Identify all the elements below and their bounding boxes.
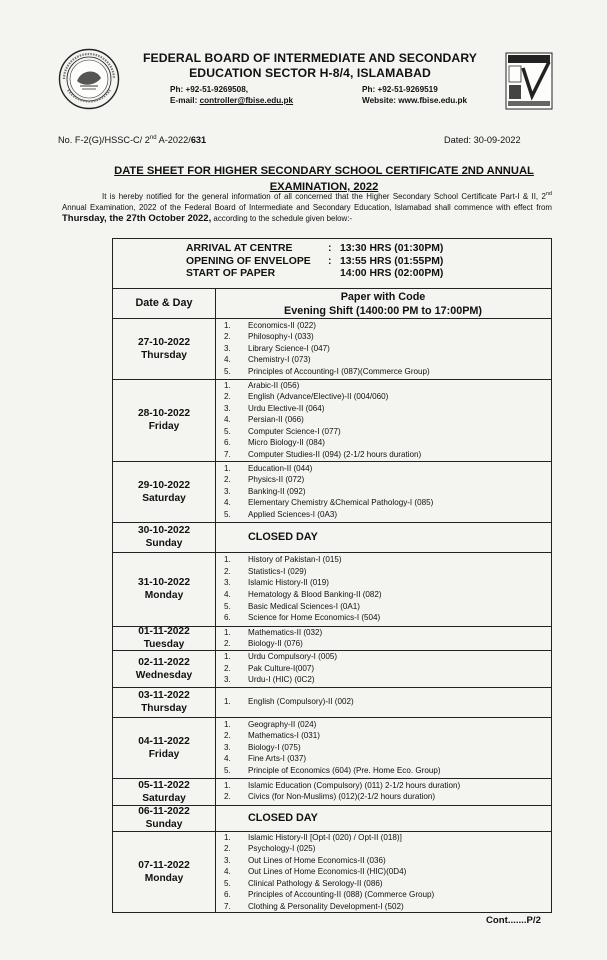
schedule-day-cell [114,522,214,552]
paper-number: 3. [224,855,231,865]
paper-title: Islamic History-II (019) [248,578,329,588]
paper-number: 3. [224,403,231,413]
paper-title: Banking-II (092) [248,486,306,496]
paper-item [224,414,554,426]
paper-title: Science for Home Economics-I (504) [248,613,381,623]
paper-title: Library Science-I (047) [248,343,330,353]
paper-header-shift: Evening Shift (1400:00 PM to 17:00PM) [284,304,482,317]
timing-label: OPENING OF ENVELOPE [186,255,311,267]
paper-title: Mathematics-II (032) [248,627,323,637]
table-header-divider [112,288,552,289]
exam-day: Tuesday [143,639,185,650]
paper-item [224,742,554,754]
timing-value: 14:00 HRS (02:00PM) [340,268,444,279]
timing-row [186,243,443,256]
email-line [170,95,293,106]
paper-number: 3. [224,486,231,496]
exam-day: Wednesday [135,669,193,681]
paper-number: 6. [224,613,231,623]
title-line1: DATE SHEET FOR HIGHER SECONDARY SCHOOL CERTIFICATE 2ND ANNUAL [114,165,534,177]
ref-bold: 631 [190,135,207,146]
paper-title: Clothing & Personality Development-I (502) [248,902,404,912]
paper-title: Islamic Education (Compulsory) (011) 2-1/2 hours duration) [248,780,461,790]
paper-item [224,765,554,777]
paper-item [224,855,554,867]
paper-title: Psychology-I (025) [248,844,316,854]
paper-number: 5. [224,426,231,436]
paper-number: 7. [224,902,231,912]
paper-title: Economics-II (022) [248,320,316,330]
ref-mid: A-2022/ [156,135,191,146]
paper-item [224,366,554,378]
continued-note: Cont.......P/2 [486,915,541,926]
paper-number: 6. [224,438,231,448]
paper-item [224,753,554,765]
intro-part3: according to the schedule given below:- [211,213,353,223]
paper-item [224,437,554,449]
paper-number: 1. [224,627,231,637]
paper-title: Biology-II (076) [248,639,303,649]
paper-number: 1. [224,780,231,790]
schedule-day-cell [114,318,214,379]
paper-title: Principles of Accounting-I (087)(Commerce Group) [248,366,430,376]
paper-item [224,320,554,332]
timing-value: 13:55 HRS (01:55PM) [340,255,444,267]
paper-title: Computer Science-I (077) [248,426,341,436]
paper-number: 2. [224,639,231,649]
paper-header-title: Paper with Code [340,291,426,303]
column-header-paper [216,291,550,318]
org-title-line2: EDUCATION SECTOR H-8/4, ISLAMABAD [189,66,431,80]
paper-title: Persian-II (066) [248,415,304,425]
schedule-day-cell [114,650,214,687]
intro-part2: Annual Examination, 2022 of the Federal Board of Intermediate and Secondary Education, Islamabad shall commence with effect from [62,202,552,212]
schedule-day-cell [114,687,214,717]
paper-number: 4. [224,415,231,425]
paper-number: 3. [224,742,231,752]
paper-item [224,577,554,589]
paper-number: 3. [224,675,231,685]
paper-number: 7. [224,450,231,460]
paper-item [224,878,554,890]
title-line2: EXAMINATION, 2022 [269,181,379,193]
paper-title: Arabic-II (056) [248,380,300,390]
exam-date: 31-10-2022 [137,577,191,588]
exam-day: Friday [148,421,180,432]
website-label: Website: [362,96,399,105]
paper-list [224,320,554,378]
exam-day: Thursday [141,349,187,361]
paper-number: 2. [224,663,231,673]
paper-item [224,601,554,613]
paper-item [224,730,554,742]
paper-item [224,354,554,366]
paper-number: 4. [224,867,231,877]
exam-day: Saturday [142,492,186,504]
website-link[interactable]: www.fbise.edu.pk [398,96,468,105]
contact-right [362,84,467,106]
schedule-day-cell [114,379,214,461]
paper-item [224,463,554,475]
paper-number: 4. [224,498,231,508]
reference-date: Dated: 30-09-2022 [444,135,521,145]
paper-list [224,463,554,521]
paper-item [224,866,554,878]
paper-item [224,331,554,343]
paper-title: Philosophy-I (033) [248,332,314,342]
reference-number [58,135,206,145]
paper-number: 1. [224,380,231,390]
paper-item [224,449,554,461]
paper-item [224,612,554,624]
org-title-line1: FEDERAL BOARD OF INTERMEDIATE AND SECONDARY [142,51,478,65]
paper-item [224,343,554,355]
schedule-day-cell [114,831,214,912]
paper-title: Statistics-I (029) [248,566,307,576]
table-border-left [112,238,113,913]
paper-list [224,719,554,777]
exam-date: 03-11-2022 [138,690,190,701]
exam-date: 02-11-2022 [138,656,190,668]
timing-colon: : [328,255,332,267]
paper-title: Chemistry-I (073) [248,355,311,365]
website-line [362,95,467,106]
paper-number: 1. [224,555,231,565]
paper-title: Biology-I (075) [248,742,301,752]
paper-number: 1. [224,697,231,707]
paper-item [224,589,554,601]
paper-title: Out Lines of Home Economics-II (036) [248,855,386,865]
paper-title: Basic Medical Sciences-I (0A1) [248,601,361,611]
paper-number: 2. [224,792,231,802]
paper-title: Geography-II (024) [248,719,317,729]
paper-title: Urdu Compulsory-I (005) [248,652,338,662]
paper-item [224,391,554,403]
paper-item [224,901,554,913]
paper-item [224,843,554,855]
schedule-day-cell [114,778,214,805]
certification-mark-logo [505,52,553,110]
paper-item [224,651,554,663]
paper-title: Physics-II (072) [248,475,305,485]
timing-colon [328,268,340,281]
paper-title: Elementary Chemistry &Chemical Pathology-I (085) [248,498,434,508]
paper-title: Islamic History-II [Opt-I (020) / Opt-II (018)] [248,832,402,842]
exam-date: 29-10-2022 [137,479,191,491]
exam-day: Sunday [145,819,183,830]
closed-day-label: CLOSED DAY [248,530,318,543]
exam-date: 07-11-2022 [138,859,190,871]
intro-sup: nd [545,191,552,197]
paper-number: 3. [224,578,231,588]
schedule-day-cell [114,461,214,522]
intro-bold: Thursday, the 27th October 2022, [62,212,212,224]
paper-title: Fine Arts-I (037) [248,754,307,764]
paper-number: 5. [224,765,231,775]
exam-date: 01-11-2022 [138,626,190,637]
paper-item [224,696,554,708]
paper-number: 3. [224,343,231,353]
schedule-day-cell [114,626,214,650]
paper-item [224,663,554,675]
exam-date: 28-10-2022 [137,408,191,419]
closed-day-label: CLOSED DAY [248,811,318,824]
schedule-day-cell [114,805,214,831]
paper-title: Urdu-I (HIC) (0C2) [248,675,315,685]
email-label: E-mail: [170,96,200,105]
exam-day: Thursday [141,703,187,714]
org-title [140,51,480,81]
paper-list [224,651,554,686]
paper-number: 2. [224,566,231,576]
phone-right: Ph: +92-51-9269519 [362,85,438,94]
table-border-top [112,238,552,239]
paper-title: Principles of Accounting-II (088) (Commerce Group) [248,890,435,900]
paper-list [224,832,554,913]
paper-title: Hematology & Blood Banking-II (082) [248,589,382,599]
paper-title: Urdu Elective-II (064) [248,403,325,413]
exam-date: 04-11-2022 [138,735,190,747]
schedule-day-cell [114,717,214,778]
exam-day: Monday [144,872,184,884]
paper-item [224,486,554,498]
timing-label: ARRIVAL AT CENTRE [186,243,293,254]
contact-left [170,84,293,106]
paper-title: Pak Culture-I(007) [248,663,315,673]
paper-title: Civics (for Non-Muslims) (012)(2-1/2 hours duration) [248,792,436,802]
timing-colon: : [328,243,332,254]
exam-day: Monday [144,590,184,601]
paper-title: Applied Sciences-I (0A3) [248,509,338,519]
schedule-day-cell [114,552,214,626]
paper-item [224,497,554,509]
paper-number: 2. [224,332,231,342]
paper-item [224,403,554,415]
paper-item [224,566,554,578]
paper-number: 1. [224,652,231,662]
paper-item [224,889,554,901]
paper-number: 5. [224,366,231,376]
paper-number: 2. [224,392,231,402]
paper-list [224,627,554,650]
paper-title: Computer Studies-II (094) (2-1/2 hours duration) [248,450,422,460]
paper-item [224,638,554,650]
paper-title: English (Compulsory)-II (002) [248,697,354,707]
intro-paragraph [62,189,552,224]
paper-item [224,719,554,731]
paper-item [224,380,554,392]
paper-item [224,832,554,844]
paper-number: 1. [224,719,231,729]
paper-item [224,627,554,639]
ref-sup: nd [149,135,157,141]
paper-item [224,509,554,521]
table-column-divider [215,288,216,913]
paper-number: 4. [224,589,231,599]
paper-title: Micro Biology-II (084) [248,438,325,448]
fbise-seal-logo [58,48,120,110]
paper-number: 5. [224,878,231,888]
column-header-date: Date & Day [135,297,193,309]
paper-item [224,426,554,438]
paper-item [224,791,554,803]
paper-number: 5. [224,509,231,519]
paper-number: 6. [224,890,231,900]
paper-number: 4. [224,754,231,764]
paper-number: 4. [224,355,231,365]
paper-number: 2. [224,844,231,854]
paper-list [224,696,554,708]
paper-title: Principle of Economics (604) (Pre. Home Eco. Group) [248,765,441,775]
phone-left: Ph: +92-51-9269508, [170,85,249,94]
paper-number: 5. [224,601,231,611]
paper-list [224,780,554,803]
timing-row [186,256,443,269]
paper-title: English (Advance/Elective)-II (004/060) [248,392,389,402]
exam-day: Friday [148,748,180,760]
paper-number: 1. [224,320,231,330]
paper-item [224,474,554,486]
paper-number: 1. [224,463,231,473]
exam-date: 05-11-2022 [138,779,190,791]
timing-label: START OF PAPER [186,268,276,279]
email-link[interactable]: controller@fbise.edu.pk [199,96,294,105]
paper-title: Clinical Pathology & Serology-II (086) [248,878,383,888]
paper-list [224,554,554,624]
paper-list [224,380,554,461]
exam-day: Saturday [142,792,186,804]
timing-row [186,268,443,281]
exam-date: 27-10-2022 [137,336,191,348]
exam-timings [186,243,443,281]
intro-part1: It is hereby notified for the general information of all concerned that the Higher Secondary School Certificate Part-I & II, 2 [102,191,546,201]
ref-prefix: No. F-2(G)/HSSC-C/ 2 [58,135,150,146]
paper-title: Out Lines of Home Economics-II (HIC)(0D4) [248,867,407,877]
paper-number: 2. [224,731,231,741]
paper-item [224,780,554,792]
paper-number: 2. [224,475,231,485]
exam-date: 06-11-2022 [138,806,190,817]
paper-title: Education-II (044) [248,463,313,473]
paper-number: 1. [224,832,231,842]
paper-item [224,554,554,566]
paper-title: Mathematics-I (031) [248,731,320,741]
exam-date: 30-10-2022 [137,525,191,536]
exam-day: Sunday [145,538,183,549]
paper-item [224,674,554,686]
timing-value: 13:30 HRS (01:30PM) [340,243,444,254]
paper-title: History of Pakistan-I (015) [248,555,342,565]
